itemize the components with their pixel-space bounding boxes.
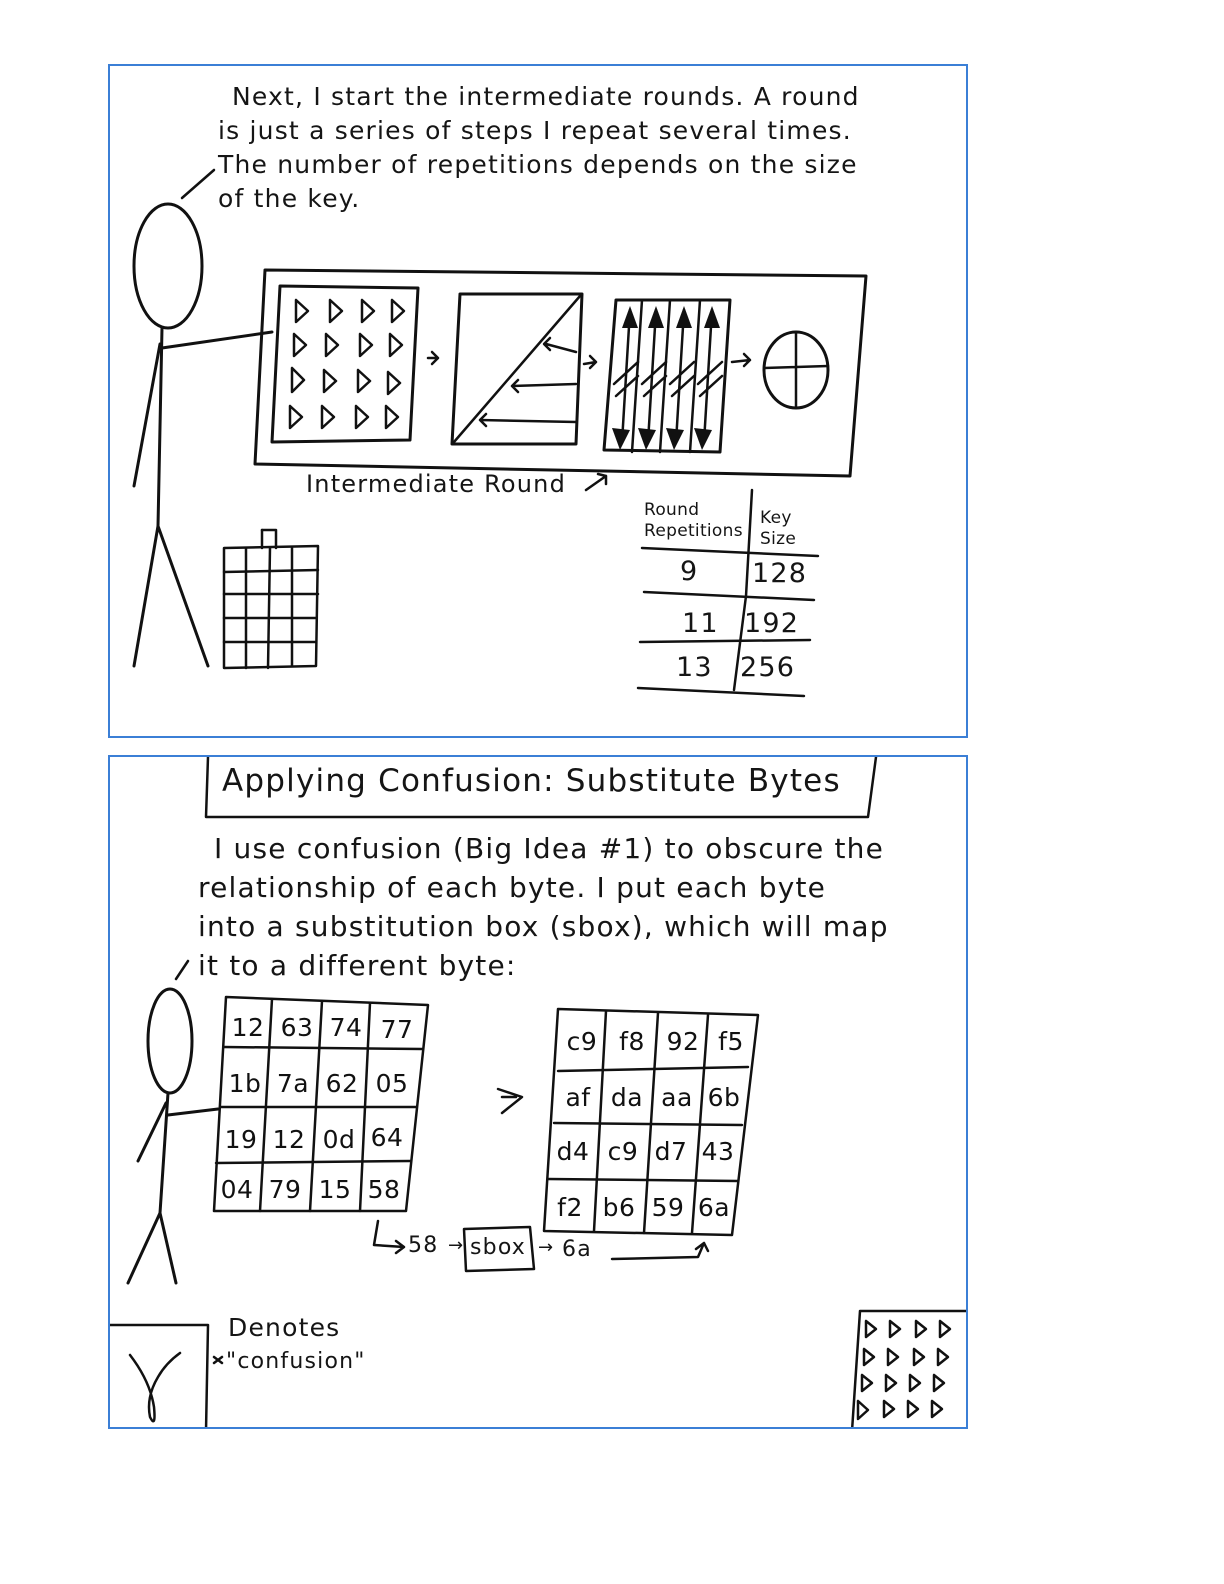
figure-pointing-arm-2 — [168, 1109, 218, 1115]
narration2-line-2: relationship of each byte. I put each byte — [198, 871, 827, 904]
sbox-flow-arrow-out — [612, 1243, 708, 1259]
input-cell: 0d — [322, 1125, 356, 1154]
comic-panel-substitute-bytes: Applying Confusion: Substitute Bytes I use confusion (Big Idea #1) to obscure the relationship of each byte. I put each byte into a substitution box (sbox), which will map it to a different byte: 12 63 74 77 1b 7a 62 05 19 12 0d 64 04 79 15 58 c9 f8 92 f5 af da aa 6b d4 c9 d7 43 f2 b6 59 6a 58 → sbox → 6a Denotes "confusion" — [108, 755, 968, 1429]
legend-confusion: "confusion" — [226, 1349, 366, 1374]
output-cell: c9 — [566, 1027, 598, 1056]
input-cell: 12 — [231, 1013, 265, 1042]
table-reps-row-1: 9 — [680, 556, 699, 587]
output-cell: aa — [661, 1083, 693, 1112]
stick-figure-2 — [128, 989, 218, 1283]
figure-head-2 — [148, 989, 192, 1093]
input-cell: 12 — [272, 1125, 306, 1154]
input-cell: 74 — [329, 1013, 363, 1042]
input-cell: 15 — [318, 1175, 352, 1204]
input-cell: 04 — [220, 1175, 254, 1204]
table-header-repetitions: Round Repetitions — [644, 500, 743, 541]
input-cell: 19 — [224, 1125, 258, 1154]
figure-right-leg — [158, 526, 208, 666]
narration2-line-3: into a substitution box (sbox), which will map — [198, 910, 889, 943]
figure-left-leg-2 — [128, 1213, 160, 1283]
table-key-row-3: 256 — [740, 652, 796, 683]
input-cell: 05 — [375, 1069, 409, 1098]
arrow-1 — [428, 352, 438, 364]
narration-line-2: is just a series of steps I repeat several times. — [218, 116, 852, 145]
output-cell: 43 — [701, 1137, 735, 1166]
round-label-arrow — [586, 474, 606, 490]
table-key-row-1: 128 — [752, 558, 808, 589]
sbox-flow-arrow-in — [374, 1221, 404, 1253]
intermediate-round-label: Intermediate Round — [306, 470, 567, 498]
input-cell: 64 — [370, 1123, 404, 1152]
arrow-2 — [584, 356, 596, 368]
sub-bytes-step-icon — [272, 286, 418, 442]
input-cell: 7a — [276, 1069, 310, 1098]
figure-left-leg — [134, 526, 158, 666]
table-header-key-size: Key Size — [760, 508, 797, 549]
input-cell: 77 — [380, 1015, 414, 1044]
output-cell: d4 — [556, 1137, 590, 1166]
figure-head — [134, 204, 202, 328]
mix-columns-step-icon — [604, 300, 730, 452]
output-cell: f2 — [557, 1193, 583, 1222]
output-cell: 6a — [697, 1193, 731, 1222]
figure-left-arm-2 — [138, 1103, 166, 1161]
add-round-key-icon — [764, 332, 828, 408]
stick-figure — [134, 204, 272, 666]
table-reps-row-2: 11 — [682, 608, 719, 639]
mini-sub-bytes-icon — [852, 1311, 968, 1429]
speech-tail-2 — [176, 961, 188, 979]
confusion-symbol — [130, 1353, 180, 1421]
panel-title: Applying Confusion: Substitute Bytes — [222, 763, 841, 799]
arrow-3 — [732, 354, 750, 366]
shift-rows-step-icon — [452, 294, 582, 444]
output-cell: d7 — [654, 1137, 688, 1166]
output-cell: b6 — [602, 1193, 636, 1222]
figure-pointing-arm — [162, 332, 272, 348]
speech-tail — [182, 170, 214, 198]
key-grid-icon — [224, 530, 318, 668]
output-cell: 92 — [666, 1027, 700, 1056]
output-cell: 6b — [707, 1083, 741, 1112]
sbox-output-byte: 6a — [562, 1237, 592, 1262]
narration2-line-1: I use confusion (Big Idea #1) to obscure the — [214, 832, 885, 865]
sbox-input-byte: 58 — [408, 1233, 439, 1258]
narration2-line-4: it to a different byte: — [198, 949, 517, 982]
table-reps-row-3: 13 — [676, 652, 713, 683]
input-cell: 58 — [367, 1175, 401, 1204]
output-cell: af — [565, 1083, 591, 1112]
output-cell: da — [610, 1083, 644, 1112]
input-cell: 62 — [325, 1069, 359, 1098]
comic-panel-intermediate-rounds — [108, 64, 968, 738]
output-cell: 59 — [651, 1193, 685, 1222]
figure-right-leg-2 — [160, 1213, 176, 1283]
legend-pointer — [214, 1357, 222, 1363]
input-cell: 79 — [268, 1175, 302, 1204]
figure-left-arm — [134, 344, 160, 486]
output-cell: f8 — [619, 1027, 645, 1056]
narration-line-1: Next, I start the intermediate rounds. A round — [232, 82, 860, 111]
panel1-drawing — [110, 66, 968, 738]
input-cell: 1b — [228, 1069, 262, 1098]
input-cell: 63 — [280, 1013, 314, 1042]
legend-denotes: Denotes — [228, 1313, 341, 1342]
narration-line-3: The number of repetitions depends on the size — [218, 150, 858, 179]
substitution-arrow — [498, 1089, 522, 1113]
output-cell: f5 — [718, 1027, 744, 1056]
output-cell: c9 — [607, 1137, 639, 1166]
sbox-label: sbox — [470, 1235, 527, 1260]
table-key-row-2: 192 — [744, 608, 800, 639]
narration-line-4: of the key. — [218, 184, 361, 213]
